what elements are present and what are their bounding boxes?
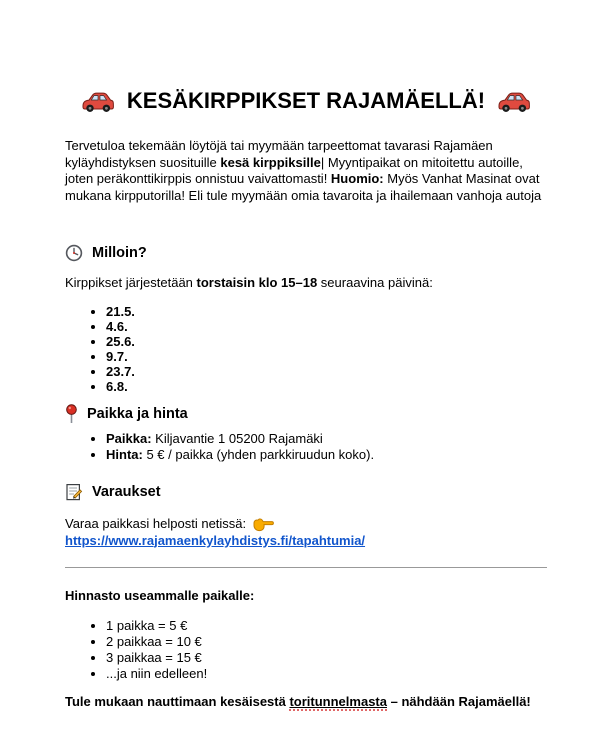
paikka-label: Paikka: [106,430,152,446]
section-heading-paikka [65,404,547,424]
paikka-list [65,431,547,463]
booking-line [65,515,547,549]
booking-link[interactable]: https://www.rajamaenkylayhdistys.fi/tapahtumia/ [65,532,366,548]
section-heading-milloin [65,244,547,262]
memo-icon [65,483,83,501]
closing-underlined-word: toritunnelmasta [289,693,387,709]
date-list-item: • 4.6. [106,319,547,334]
closing-text: – nähdään Rajamäellä! [386,693,531,709]
milloin-lead [65,275,547,292]
intro-bold-kirppiksille: kesä kirppiksille [220,154,321,170]
price-list-item: • 3 paikkaa = 15 € [106,650,547,666]
date-list-item: • 23.7. [106,364,547,379]
pricing-heading: Hinnasto useammalle paikalle: [65,587,255,603]
section-title-paikka: Paikka ja hinta [87,405,188,422]
milloin-lead-text: Kirppikset järjestetään [65,275,197,290]
date-list [65,304,547,394]
car-icon [497,90,531,113]
paikka-value: Kiljavantie 1 05200 Rajamäki [151,430,323,446]
closing-text: Tule mukaan nauttimaan kesäisestä [65,693,290,709]
date-list-item: • 6.8. [106,379,547,394]
booking-lead-text: Varaa paikkasi helposti netissä: [65,515,250,531]
closing-line [65,694,547,710]
car-icon [81,90,115,113]
price-list-item: • 2 paikkaa = 10 € [106,634,547,650]
list-item-hinta [106,447,547,463]
clock-icon [65,244,83,262]
list-item-paikka [106,431,547,447]
date-list-item: • 9.7. [106,349,547,364]
pointing-right-icon [252,517,274,532]
date-list-item: • 21.5. [106,304,547,319]
hinta-value: 5 € / paikka (yhden parkkiruudun koko). [142,446,375,462]
page-title-row [65,86,547,116]
milloin-lead-text: seuraavina päivinä: [317,275,433,290]
section-heading-varaukset [65,483,547,501]
price-list-item: • ...ja niin edelleen! [106,666,547,682]
intro-text: Tervetuloa tekemään löytöjä tai myymään tarpeettomat tavarasi Rajamäen kyläyhdistyksen suosituille [65,138,493,170]
price-list-item: • 1 paikka = 5 € [106,618,547,634]
round-pushpin-icon [65,404,78,424]
section-title-varaukset: Varaukset [92,483,161,500]
milloin-lead-bold: torstaisin klo 15–18 [196,275,318,290]
intro-bold-huomio: Huomio: [330,171,384,186]
intro-text: Myös Vanhat Masinat ovat mukana kirpputorilla! Eli tule myymään omia tavaroita ja ihailemaan vanhoja autoja [65,171,542,203]
text-cursor: | [320,154,325,170]
date-list-item: • 25.6. [106,334,547,349]
intro-paragraph [65,138,547,204]
page-title: KESÄKIRPPIKSET RAJAMÄELLÄ! [126,88,486,113]
price-list [65,618,547,682]
hinta-label: Hinta: [106,446,143,462]
section-title-milloin: Milloin? [92,245,147,261]
intro-text: Myyntipaikat on mitoitettu autoille, joten peräkonttikirppis onnistuu vaivattomasti! [65,154,523,186]
horizontal-divider [65,567,547,568]
